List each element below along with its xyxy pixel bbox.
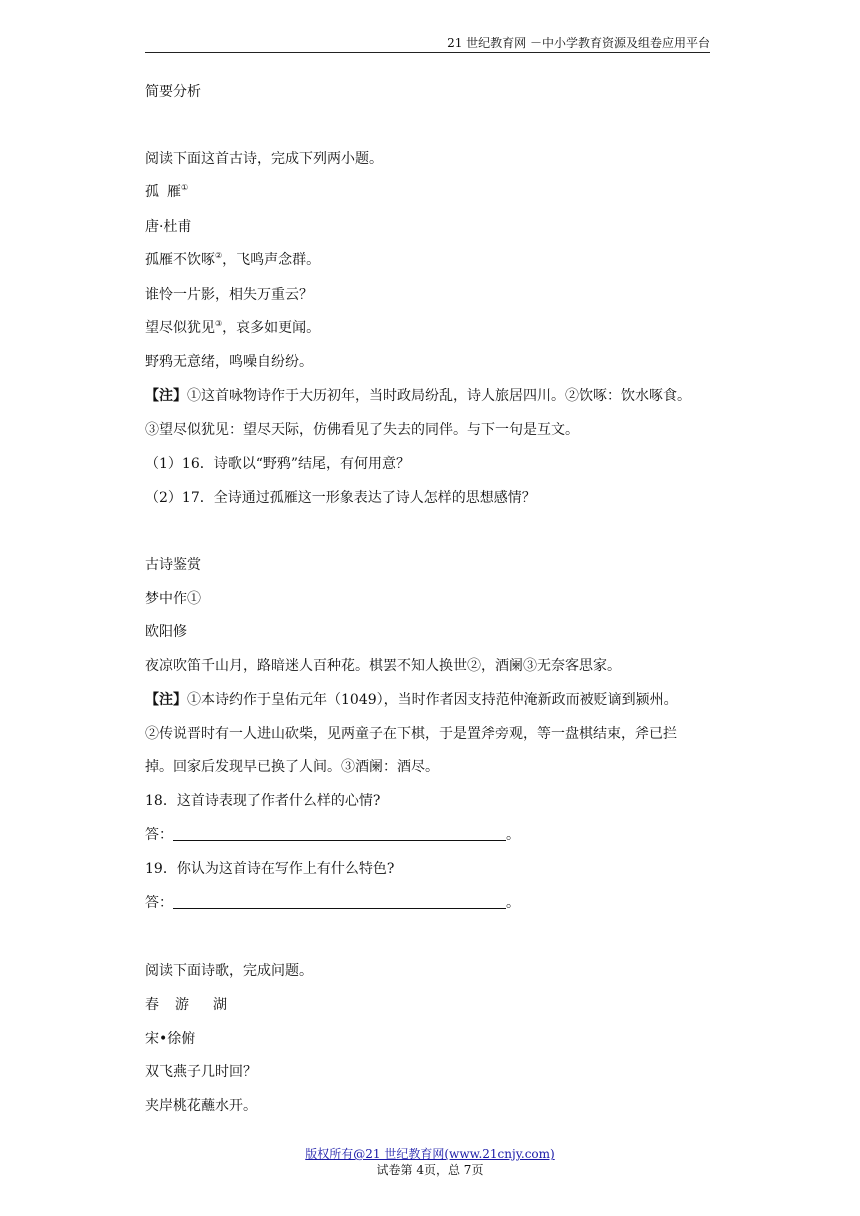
poem1-title-char: 雁 xyxy=(167,184,181,200)
poem1-note-cont: ③望尽似犹见：望尽天际，仿佛看见了失去的同伴。与下一句是互文。 xyxy=(145,422,579,438)
poem3-title-char: 游 xyxy=(175,997,189,1013)
poem1-verse-line xyxy=(145,286,313,304)
footnote-marker: ① xyxy=(181,183,189,192)
answer-blank[interactable] xyxy=(173,896,506,909)
poem1-title-char: 孤 xyxy=(145,184,159,200)
note-tag: 【注】 xyxy=(145,692,187,708)
footer-copyright xyxy=(0,1147,860,1161)
verse-text: 谁怜一片影，相失万重云？ xyxy=(145,287,313,303)
poem3-author: 宋•徐俯 xyxy=(145,1031,196,1047)
answer-label: 答： xyxy=(145,895,173,911)
poem2-verse: 夜凉吹笛千山月，路暗迷人百种花。棋罢不知人换世②，酒阑③无奈客思家。 xyxy=(145,658,621,674)
page-header xyxy=(145,34,710,53)
poem1-title xyxy=(145,183,188,201)
footnote-marker: ③ xyxy=(215,319,223,328)
verse-text: 望尽似犹见 xyxy=(145,320,215,336)
question-19: 19．你认为这首诗在写作上有什么特色? xyxy=(145,861,395,877)
poem3-title xyxy=(145,996,227,1014)
poem1-note xyxy=(145,387,691,405)
section-title: 简要分析 xyxy=(145,84,201,100)
poem1-verse-line xyxy=(145,319,320,337)
poem1-instruction: 阅读下面这首古诗，完成下列两小题。 xyxy=(145,151,383,167)
poem2-note-cont: 掉。回家后发现早已换了人间。③酒阑：酒尽。 xyxy=(145,759,439,775)
page-number: 试卷第 4页，总 7页 xyxy=(376,1163,484,1177)
note-tag: 【注】 xyxy=(145,388,187,404)
verse-text: 野鸦无意绪，鸣噪自纷纷。 xyxy=(145,354,313,370)
verse-text: 孤雁不饮啄 xyxy=(145,252,215,268)
poem3-verse-line: 夹岸桃花蘸水开。 xyxy=(145,1098,257,1114)
answer-blank[interactable] xyxy=(173,828,506,841)
question-17: （2）17．全诗通过孤雁这一形象表达了诗人怎样的思想感情？ xyxy=(145,490,536,506)
answer-end: 。 xyxy=(506,895,520,911)
poem2-title: 梦中作① xyxy=(145,591,201,607)
poem1-author: 唐·杜甫 xyxy=(145,219,192,235)
poem2-note xyxy=(145,691,678,709)
answer-line-19 xyxy=(145,894,520,912)
question-16: （1）16．诗歌以“野鸦”结尾，有何用意？ xyxy=(145,456,411,472)
poem3-title-char: 湖 xyxy=(213,997,227,1013)
poem3-instruction: 阅读下面诗歌，完成问题。 xyxy=(145,963,313,979)
question-18: 18．这首诗表现了作者什么样的心情? xyxy=(145,793,381,809)
poem2-note-cont: ②传说晋时有一人进山砍柴，见两童子在下棋，于是置斧旁观，等一盘棋结束，斧已拦 xyxy=(145,726,677,742)
answer-label: 答： xyxy=(145,827,173,843)
note-text: ①这首咏物诗作于大历初年，当时政局纷乱，诗人旅居四川。②饮啄：饮水啄食。 xyxy=(187,388,691,404)
verse-text: ，飞鸣声念群。 xyxy=(222,252,321,268)
note-text: ①本诗约作于皇佑元年（1049），当时作者因支持范仲淹新政而被贬谪到颍州。 xyxy=(187,692,678,708)
header-text: 21 世纪教育网 －中小学教育资源及组卷应用平台 xyxy=(447,36,710,50)
answer-end: 。 xyxy=(506,827,520,843)
poem1-verse-line xyxy=(145,251,320,269)
poem2-author: 欧阳修 xyxy=(145,624,187,640)
poem2-section: 古诗鉴赏 xyxy=(145,557,201,573)
answer-line-18 xyxy=(145,826,520,844)
poem1-verse-line xyxy=(145,353,313,371)
poem3-title-char: 春 xyxy=(145,997,159,1013)
poem3-verse-line: 双飞燕子几时回？ xyxy=(145,1064,257,1080)
verse-text: ，哀多如更闻。 xyxy=(222,320,321,336)
footnote-marker: ② xyxy=(215,251,223,260)
copyright-link[interactable]: 版权所有@21 世纪教育网(www.21cnjy.com) xyxy=(305,1147,555,1161)
